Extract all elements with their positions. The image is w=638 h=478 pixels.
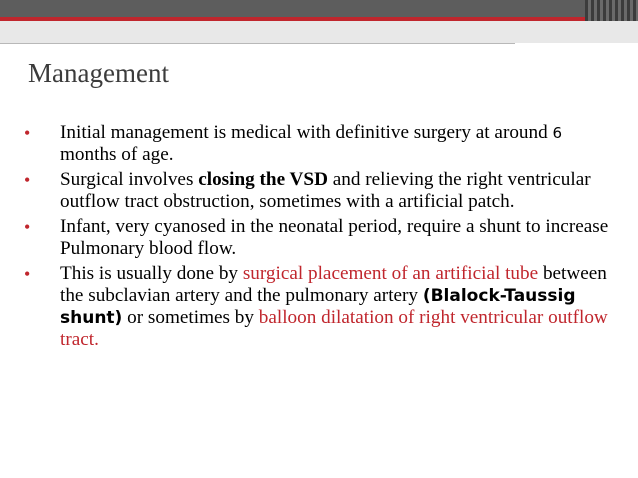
shunt-name: (Blalock-Taussig shunt) <box>60 286 576 328</box>
bullet-marker: • <box>24 170 31 190</box>
bullet-text: Surgical involves <box>60 169 199 190</box>
bullet-marker: • <box>24 217 31 237</box>
emphasis-text: closing the VSD <box>198 169 328 190</box>
age-number: 6 <box>552 124 563 142</box>
bullet-item-surgical <box>22 169 614 213</box>
bullet-text: This is usually done by <box>60 263 243 284</box>
bullet-text: between the subclavian artery and the pulmonary artery <box>60 263 607 306</box>
bullet-text: Initial management is medical with definitive surgery at around <box>60 122 553 143</box>
header-band-light-right <box>585 21 638 43</box>
bullet-marker: • <box>24 264 31 284</box>
header-band-dark <box>0 0 585 17</box>
bullet-text: or sometimes by <box>122 307 259 328</box>
bullet-marker: • <box>24 123 31 143</box>
header-corner-pattern <box>585 0 638 21</box>
bullet-list <box>22 122 614 354</box>
highlight-text: . <box>94 329 99 350</box>
bullet-item-infant <box>22 216 614 260</box>
slide-title: Management <box>28 58 169 88</box>
bullet-text: months of age. <box>60 144 174 165</box>
bullet-item-procedure <box>22 263 614 351</box>
header-divider <box>0 43 515 44</box>
highlight-text: balloon dilatation of right ventricular outflow tract <box>60 307 608 350</box>
highlight-text: surgical placement of an artificial tube <box>242 263 539 284</box>
header-band-light <box>0 21 585 43</box>
bullet-text: and relieving the right ventricular outflow tract obstruction, sometimes with a artificial patch. <box>60 169 591 212</box>
bullet-item-initial-management <box>22 122 614 166</box>
bullet-text: Infant, very cyanosed in the neonatal period, require a shunt to increase Pulmonary blood flow. <box>60 216 609 259</box>
